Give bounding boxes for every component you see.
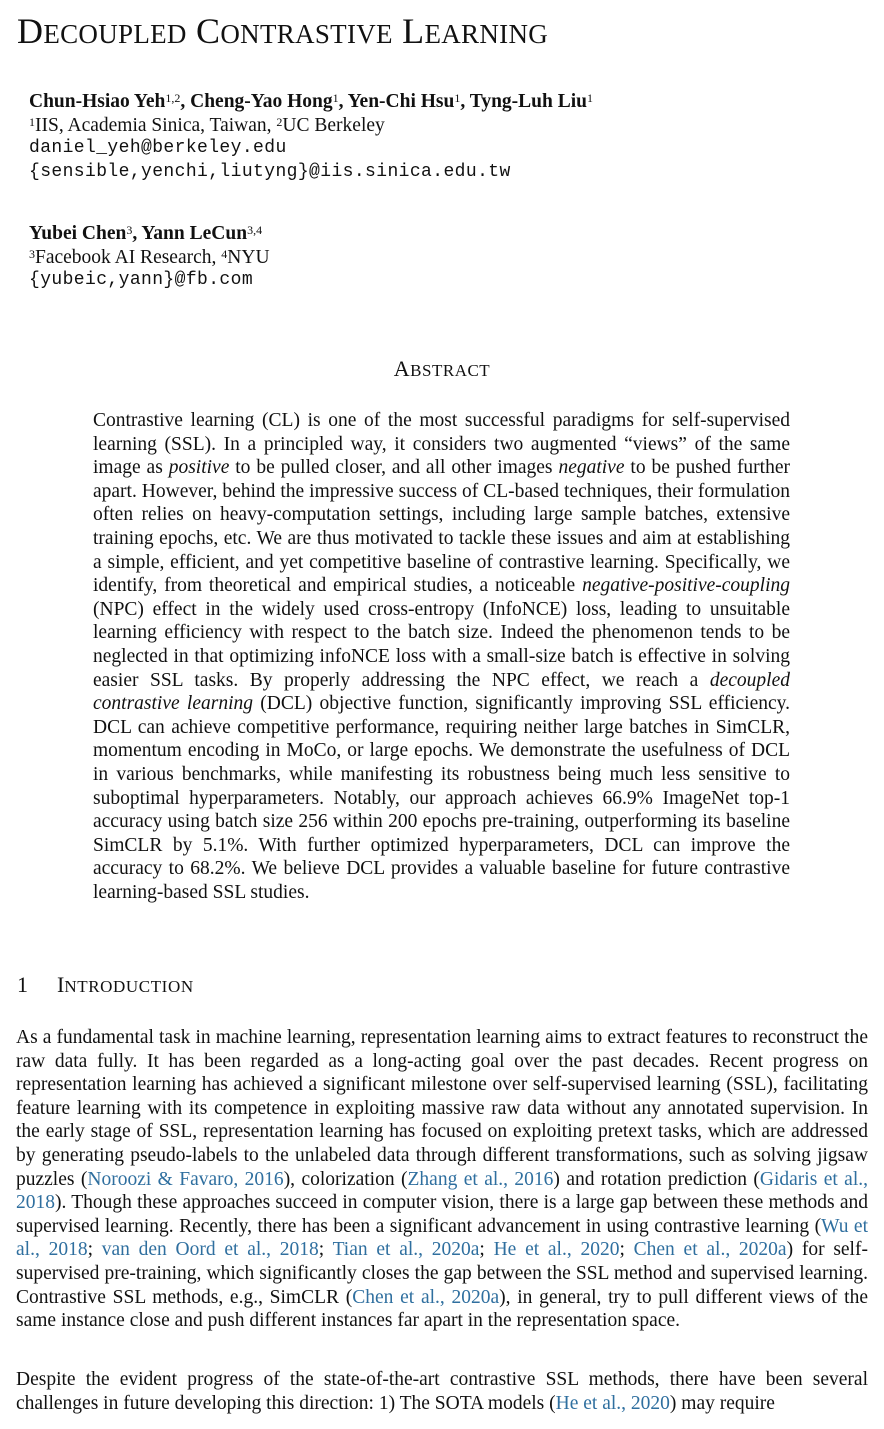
citation-link[interactable]: van den Oord et al., 2018 [101, 1239, 319, 1261]
citation-link[interactable]: Wu et al., 2018 [16, 1215, 868, 1261]
author-email: {sensible,yenchi,liutyng}@iis.sinica.edu.tw [29, 161, 511, 182]
paper-title: DECOUPLED CONTRASTIVE LEARNING [17, 11, 549, 51]
citation-link[interactable]: Gidaris et al., 2018 [16, 1168, 868, 1214]
author-block-1 [29, 90, 593, 184]
citation-link[interactable]: Chen et al., 2020a [633, 1239, 787, 1261]
author-names: Chun-Hsiao Yeh$^{1,2}$, Cheng-Yao Hong$^1$, Yen-Chi Hsu$^1$, Tyng-Luh Liu$^1$ [29, 91, 594, 112]
author-email: {yubeic,yann}@fb.com [29, 270, 254, 290]
section-heading-introduction: 1 INTRODUCTION [17, 972, 194, 997]
citation-link[interactable]: Tian et al., 2020a [332, 1239, 480, 1261]
author-email: daniel_yeh@berkeley.edu [29, 138, 287, 158]
author-names: Yubei Chen$^3$, Yann LeCun$^{3,4}$ [29, 223, 263, 244]
intro-paragraph-1: As a fundamental task in machine learning, representation learning aims to extract features to reconstruct the raw data fully. It has been regarded as a long-acting goal over the past decades. Recent progress on representation learning has achieved a significant milestone over self-supervised learning (SSL), facilitating feature learning with its competence in exploiting massive raw data without any annotated supervision. In the early stage of SSL, representation learning has focused on exploiting pretext tasks, which are addressed by generating pseudo-labels to the unlabeled data through different transformations, such as solving jigsaw puzzles (Noroozi & Favaro, 2016), colorization (Zhang et al., 2016) and rotation prediction (Gidaris et al., 2018). Though these approaches succeed in computer vision, there is a large gap between these methods and supervised learning. Recently, there has been a significant advancement in using contrastive learning (Wu et al., 2018; van den Oord et al., 2018; Tian et al., 2020a; He et al., 2020; Chen et al., 2020a) for self-supervised pre-training, which significantly closes the gap between the SSL method and supervised learning. Contrastive SSL methods, e.g., SimCLR (Chen et al., 2020a), in general, try to pull different views of the same instance close and push different instances far apart in the representation space. [16, 1027, 868, 1332]
affiliations: $^3$Facebook AI Research, $^4$NYU [29, 246, 270, 268]
citation-link[interactable]: Zhang et al., 2016 [407, 1168, 554, 1190]
citation-link[interactable]: He et al., 2020 [555, 1392, 670, 1414]
citation-link[interactable]: He et al., 2020 [493, 1239, 620, 1261]
author-block-2 [29, 222, 270, 293]
abstract-heading: ABSTRACT [393, 356, 491, 381]
affiliations: $^1$IIS, Academia Sinica, Taiwan, $^2$UC Berkeley [29, 114, 385, 136]
abstract-body: Contrastive learning (CL) is one of the most successful paradigms for self-supervised learning (SSL). In a principled way, it considers two augmented “views” of the same image as positive to be pulled closer, and all other images negative to be pushed further apart. However, behind the impressive success of CL-based techniques, their formulation often relies on heavy-computation settings, including large sample batches, extensive training epochs, etc. We are thus motivated to tackle these issues and aim at establishing a simple, efficient, and yet competitive baseline of contrastive learning. Specifically, we identify, from theoretical and empirical studies, a noticeable negative-positive-coupling (NPC) effect in the widely used cross-entropy (InfoNCE) loss, leading to unsuitable learning efficiency with respect to the batch size. Indeed the phenomenon tends to be neglected in that optimizing infoNCE loss with a small-size batch is effective in solving easier SSL tasks. By properly addressing the NPC effect, we reach a decoupled contrastive learning (DCL) objective function, significantly improving SSL efficiency. DCL can achieve competitive performance, requiring neither large batches in SimCLR, momentum encoding in MoCo, or large epochs. We demonstrate the usefulness of DCL in various benchmarks, while manifesting its robustness being much less sensitive to suboptimal hyperparameters. Notably, our approach achieves 66.9% ImageNet top-1 accuracy using batch size 256 within 200 epochs pre-training, outperforming its baseline SimCLR by 5.1%. With further optimized hyperparameters, DCL can improve the accuracy to 68.2%. We believe DCL provides a valuable baseline for future contrastive learning-based SSL studies. [93, 410, 790, 903]
citation-link[interactable]: Noroozi & Favaro, 2016 [87, 1168, 284, 1190]
citation-link[interactable]: Chen et al., 2020a [352, 1286, 500, 1308]
intro-paragraph-2: Despite the evident progress of the state-of-the-art contrastive SSL methods, there have been several challenges in future developing this direction: 1) The SOTA models (He et al., 2020) may require [16, 1369, 868, 1414]
